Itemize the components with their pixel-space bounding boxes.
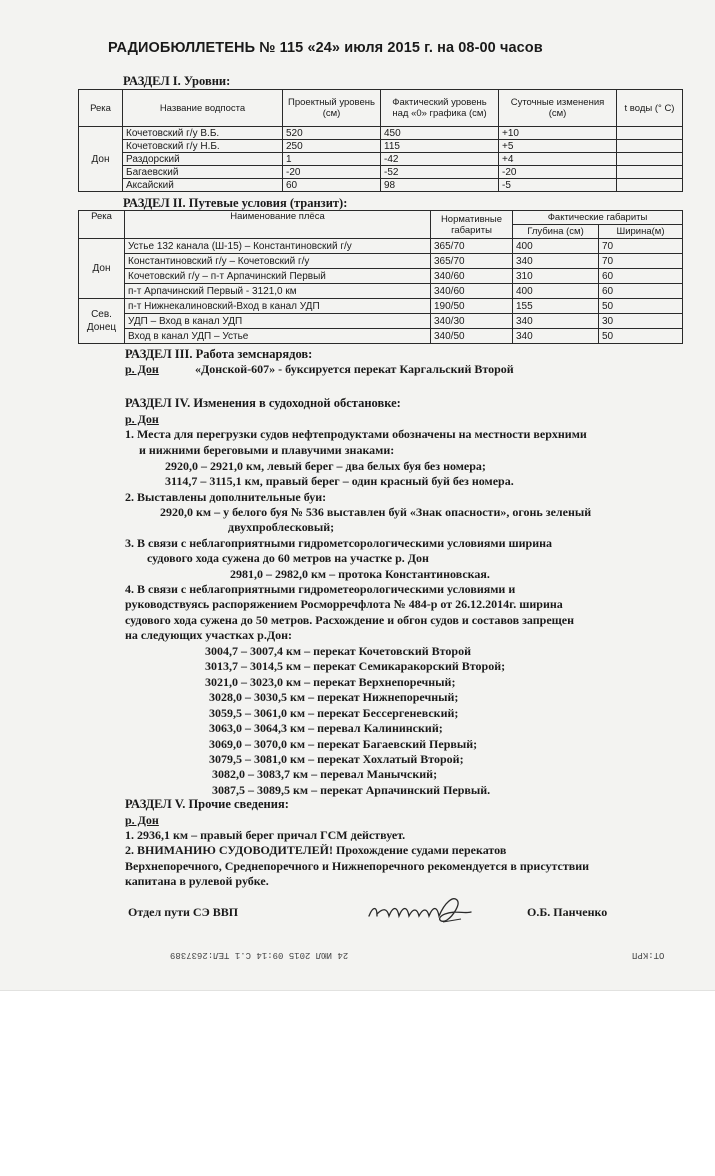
- cell: 50: [599, 329, 683, 344]
- cell: 30: [599, 314, 683, 329]
- cell: -5: [499, 179, 617, 192]
- levels-header-row: [79, 90, 683, 127]
- cell: Кочетовский г/у Н.Б.: [123, 140, 283, 153]
- river-name-cell: Дон: [79, 239, 125, 299]
- river-name-cell: Сев. Донец: [79, 299, 125, 344]
- cell: 155: [513, 299, 599, 314]
- cell: -42: [381, 153, 499, 166]
- s4-p3b: судового хода сужена до 60 метров на участке р. Дон: [147, 551, 429, 565]
- cell: п-т Арпачинский Первый - 3121,0 км: [125, 284, 431, 299]
- s5-p2b: Верхнепоречного, Среднепоречного и Нижнепоречного рекомендуется в присутствии: [125, 859, 590, 873]
- col-actual-level: Фактический уровень над «0» графика (см): [381, 90, 499, 127]
- cell: -52: [381, 166, 499, 179]
- cell: -20: [283, 166, 381, 179]
- cell: 70: [599, 254, 683, 269]
- s4-p1a: 1. Места для перегрузки судов нефтепродуктами обозначены на местности верхними: [125, 427, 587, 441]
- fax-stamp: 24 ИЮЛ 2015 09:14 С.1 ТЕЛ:2637389: [170, 950, 349, 960]
- col-normative: Нормативные габариты: [431, 211, 513, 239]
- cell: 365/70: [431, 254, 513, 269]
- cell: 115: [381, 140, 499, 153]
- cell: 365/70: [431, 239, 513, 254]
- col-design-level: Проектный уровень (см): [283, 90, 381, 127]
- s5-p2a: 2. ВНИМАНИЮ СУДОВОДИТЕЛЕЙ! Прохождение судами перекатов: [125, 843, 507, 857]
- cell: +4: [499, 153, 617, 166]
- s5-p2c: капитана в рулевой рубке.: [125, 874, 269, 888]
- table-row: [79, 254, 683, 269]
- cell: 70: [599, 239, 683, 254]
- cell: [617, 166, 683, 179]
- cell: 340: [513, 314, 599, 329]
- s4-p1d: 3114,7 – 3115,1 км, правый берег – один красный буй без номера.: [165, 474, 514, 488]
- transit-table: [78, 210, 683, 344]
- list-item: 3004,7 – 3007,4 км – перекат Кочетовский Второй: [205, 644, 471, 658]
- list-item: 3013,7 – 3014,5 км – перекат Семикаракорский Второй;: [205, 659, 506, 673]
- cell: Кочетовский г/у – п-т Арпачинский Первый: [125, 269, 431, 284]
- cell: п-т Нижнекалиновский-Вход в канал УДП: [125, 299, 431, 314]
- table-row: [79, 179, 683, 192]
- list-item: 3087,5 – 3089,5 км – перекат Арпачинский Первый.: [212, 783, 491, 797]
- list-item: 3028,0 – 3030,5 км – перекат Нижнепоречный;: [209, 690, 459, 704]
- cell: -20: [499, 166, 617, 179]
- list-item: 3079,5 – 3081,0 км – перекат Хохлатый Второй;: [209, 752, 464, 766]
- cell: [617, 140, 683, 153]
- cell: 60: [599, 269, 683, 284]
- cell: 190/50: [431, 299, 513, 314]
- table-row: [79, 269, 683, 284]
- cell: [617, 127, 683, 140]
- cell: 60: [599, 284, 683, 299]
- table-row: [79, 329, 683, 344]
- cell: +5: [499, 140, 617, 153]
- cell: 450: [381, 127, 499, 140]
- cell: 50: [599, 299, 683, 314]
- col-reach-name: Наименование плёса: [125, 211, 431, 239]
- cell: 400: [513, 284, 599, 299]
- col-width: Ширина(м): [599, 225, 683, 239]
- table-row: [79, 314, 683, 329]
- table-row: [79, 299, 683, 314]
- cell: Аксайский: [123, 179, 283, 192]
- section-4-heading: РАЗДЕЛ IV. Изменения в судоходной обстановке:: [125, 396, 401, 410]
- cell: [617, 179, 683, 192]
- section-3-heading: РАЗДЕЛ III. Работа земснарядов:: [125, 347, 313, 361]
- cell: Багаевский: [123, 166, 283, 179]
- cell: 98: [381, 179, 499, 192]
- transit-header-row: [79, 211, 683, 225]
- cell: 400: [513, 239, 599, 254]
- cell: Вход в канал УДП – Устье: [125, 329, 431, 344]
- s4-p4a: 4. В связи с неблагоприятными гидрометеорологическими условиями и: [125, 582, 516, 596]
- section-3-river: р. Дон: [125, 362, 159, 376]
- list-item: 3059,5 – 3061,0 км – перекат Бессергеневский;: [209, 706, 459, 720]
- col-water-temp: t воды (° С): [617, 90, 683, 127]
- cell: 60: [283, 179, 381, 192]
- section-1-heading: РАЗДЕЛ I. Уровни:: [123, 74, 231, 88]
- col-gauge-name: Название водпоста: [123, 90, 283, 127]
- department: Отдел пути СЭ ВВП: [128, 905, 239, 919]
- col-daily-change: Суточные изменения (см): [499, 90, 617, 127]
- cell: 310: [513, 269, 599, 284]
- s4-p3a: 3. В связи с неблагоприятными гидрометсорологическими условиями ширина: [125, 536, 553, 550]
- table-row: [79, 140, 683, 153]
- s5-p1: 1. 2936,1 км – правый берег причал ГСМ действует.: [125, 828, 406, 842]
- bulletin-title: РАДИОБЮЛЛЕТЕНЬ № 115 «24» июля 2015 г. на 08-00 часов: [108, 40, 543, 56]
- table-row: [79, 127, 683, 140]
- cell: 520: [283, 127, 381, 140]
- list-item: 3021,0 – 3023,0 км – перекат Верхнепоречный;: [205, 675, 456, 689]
- signer-name: О.Б. Панченко: [527, 905, 608, 919]
- cell: УДП – Вход в канал УДП: [125, 314, 431, 329]
- cell: Раздорский: [123, 153, 283, 166]
- cell: 340/60: [431, 269, 513, 284]
- list-item: 3063,0 – 3064,3 км – перевал Калининский;: [209, 721, 443, 735]
- fax-from: ОТ:КРП: [632, 950, 665, 960]
- s4-p1b: и нижними береговыми и плавучими знаками:: [139, 443, 395, 457]
- levels-table: [78, 89, 683, 192]
- s4-p4d: на следующих участках р.Дон:: [125, 628, 292, 642]
- cell: 340/30: [431, 314, 513, 329]
- section-5-heading: РАЗДЕЛ V. Прочие сведения:: [125, 797, 289, 811]
- table-row: [79, 239, 683, 254]
- s4-p4b: руководствуясь распоряжением Росморречфлота № 484-р от 26.12.2014г. ширина: [125, 597, 563, 611]
- cell: 340: [513, 329, 599, 344]
- section-3-text: «Донской-607» - буксируется перекат Каргальский Второй: [195, 362, 514, 376]
- cell: Константиновский г/у – Кочетовский г/у: [125, 254, 431, 269]
- table-row: [79, 166, 683, 179]
- s4-p2a: 2. Выставлены дополнительные буи:: [125, 490, 327, 504]
- col-depth: Глубина (см): [513, 225, 599, 239]
- handwritten-signature: [365, 892, 475, 932]
- s4-p4c: судового хода сужена до 50 метров. Расхождение и обгон судов и составов запрещен: [125, 613, 575, 627]
- s4-p3c: 2981,0 – 2982,0 км – протока Константиновская.: [230, 567, 490, 581]
- section-4-river: р. Дон: [125, 412, 159, 426]
- col-actual: Фактические габариты: [513, 211, 683, 225]
- cell: 340/60: [431, 284, 513, 299]
- table-row: [79, 284, 683, 299]
- s4-p2b: 2920,0 км – у белого буя № 536 выставлен буй «Знак опасности», огонь зеленый: [160, 505, 592, 519]
- cell: 340: [513, 254, 599, 269]
- cell: 1: [283, 153, 381, 166]
- section-2-heading: РАЗДЕЛ II. Путевые условия (транзит):: [123, 196, 348, 210]
- cell: Кочетовский г/у В.Б.: [123, 127, 283, 140]
- s4-p2c: двухпроблесковый;: [228, 520, 335, 534]
- col-river: Река: [79, 211, 125, 239]
- list-item: 3082,0 – 3083,7 км – перевал Манычский;: [212, 767, 438, 781]
- cell: 340/50: [431, 329, 513, 344]
- list-item: 3069,0 – 3070,0 км – перекат Багаевский Первый;: [209, 737, 478, 751]
- cell: 250: [283, 140, 381, 153]
- cell: +10: [499, 127, 617, 140]
- cell: Устье 132 канала (Ш-15) – Константиновский г/у: [125, 239, 431, 254]
- table-row: [79, 153, 683, 166]
- section-5-river: р. Дон: [125, 813, 159, 827]
- river-name-cell: Дон: [79, 127, 123, 192]
- cell: [617, 153, 683, 166]
- col-river: Река: [79, 90, 123, 127]
- s4-p1c: 2920,0 – 2921,0 км, левый берег – два белых буя без номера;: [165, 459, 486, 473]
